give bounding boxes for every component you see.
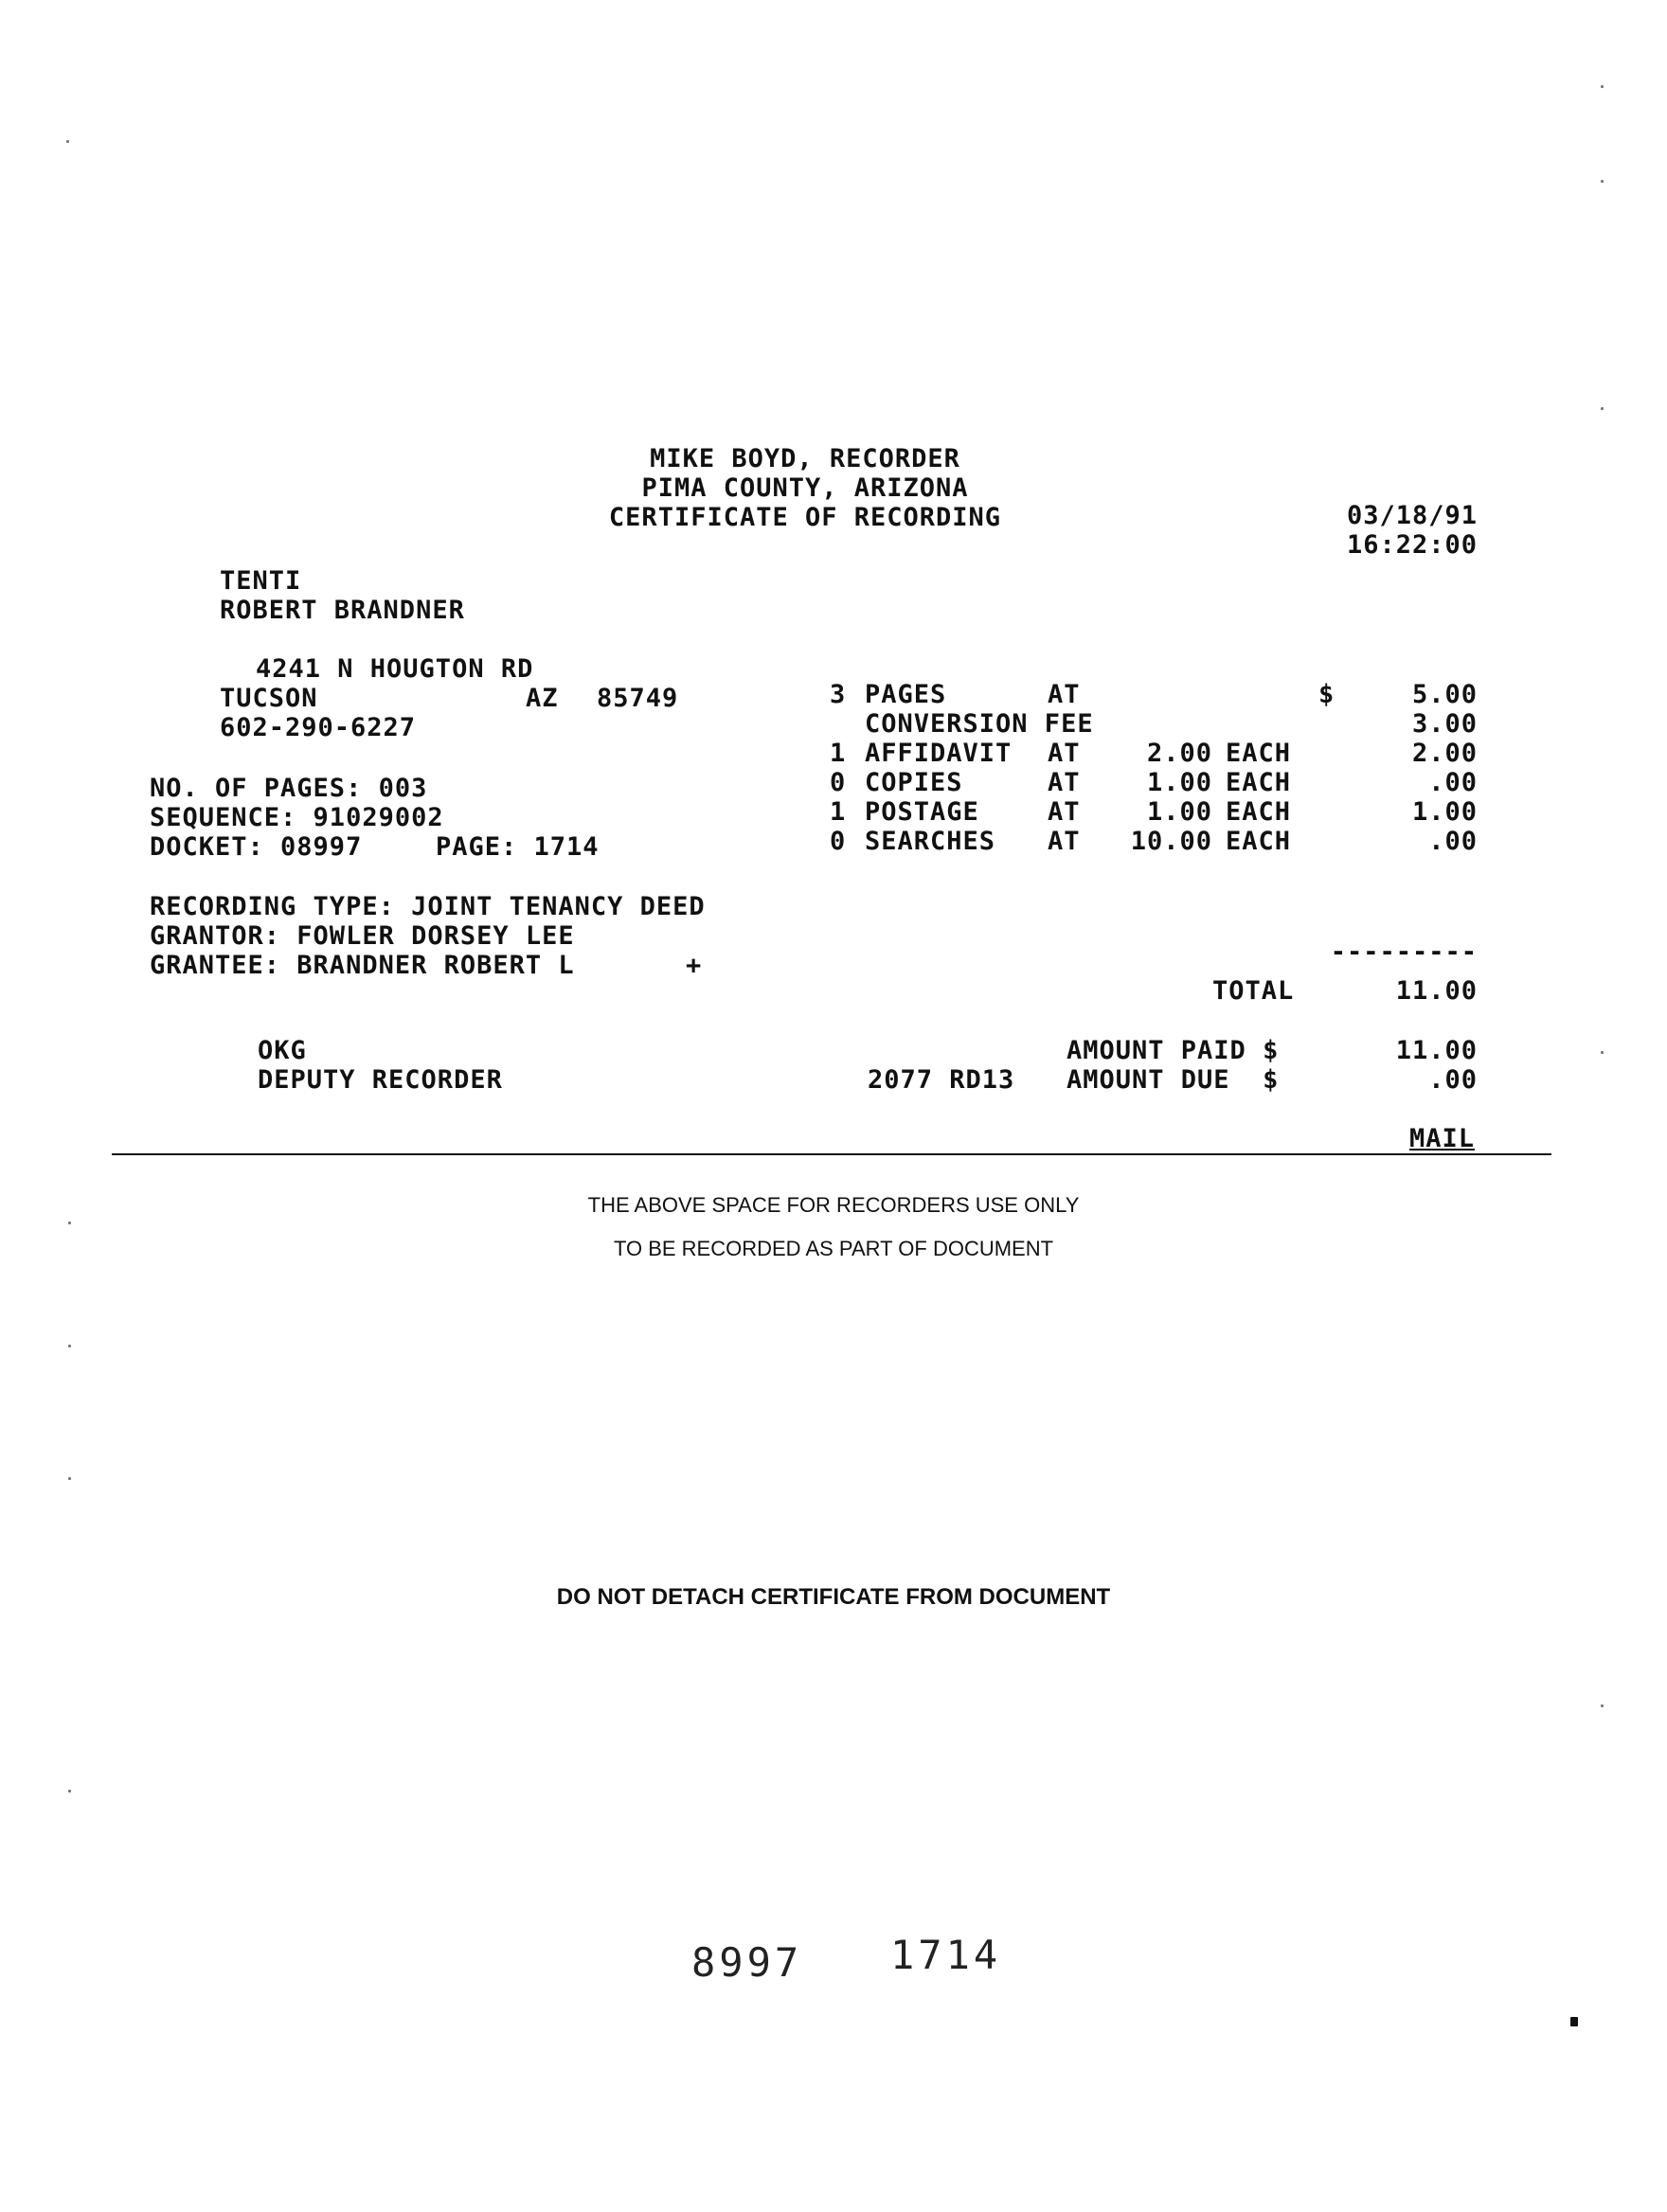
deputy-initials: OKG — [258, 1036, 307, 1065]
fee-amount: .00 — [1428, 827, 1478, 856]
fee-dollar: $ — [1318, 680, 1335, 709]
fee-amount: 1.00 — [1411, 797, 1478, 827]
sequence-number: SEQUENCE: 91029002 — [150, 803, 444, 832]
delivery-method: MAIL — [1409, 1124, 1476, 1153]
fee-amount: 2.00 — [1411, 739, 1478, 768]
amount-paid-label: AMOUNT PAID $ — [1067, 1036, 1280, 1065]
part-of-document-note: TO BE RECORDED AS PART OF DOCUMENT — [613, 1237, 1054, 1260]
scan-speck — [1601, 85, 1604, 88]
fee-rate: 1.00 — [1146, 768, 1212, 797]
total-label: TOTAL — [1212, 976, 1295, 1006]
deputy-title: DEPUTY RECORDER — [258, 1065, 503, 1095]
number-of-pages: NO. OF PAGES: 003 — [150, 774, 428, 803]
fee-item: COPIES — [865, 768, 963, 797]
county-name: PIMA COUNTY, ARIZONA — [641, 473, 969, 503]
scan-speck — [68, 1477, 71, 1480]
fee-at: AT — [1048, 739, 1081, 768]
scan-speck — [68, 1222, 71, 1224]
fee-item: SEARCHES — [865, 827, 996, 856]
addressee-state: AZ — [526, 684, 559, 713]
scan-speck — [66, 140, 69, 143]
fee-each: EACH — [1226, 827, 1292, 856]
fee-qty: 1 — [830, 739, 847, 768]
fee-amount: .00 — [1428, 768, 1478, 797]
fee-amount: 5.00 — [1411, 680, 1478, 709]
page-number: PAGE: 1714 — [436, 832, 600, 862]
fee-item: CONVERSION FEE — [865, 709, 1094, 739]
addressee-name: ROBERT BRANDNER — [220, 596, 465, 625]
recorder-separator-line — [112, 1153, 1551, 1155]
addressee-phone: 602-290-6227 — [220, 713, 417, 742]
amount-due: .00 — [1428, 1065, 1478, 1095]
scan-speck — [68, 1345, 71, 1347]
fee-rate: 2.00 — [1146, 739, 1212, 768]
scan-speck — [1601, 1704, 1604, 1707]
docket-number: DOCKET: 08997 — [150, 832, 363, 862]
detach-warning: DO NOT DETACH CERTIFICATE FROM DOCUMENT — [556, 1584, 1111, 1610]
fee-rate: 1.00 — [1146, 797, 1212, 827]
scan-speck — [1601, 407, 1604, 410]
fee-at: AT — [1048, 768, 1081, 797]
scan-speck — [1570, 2017, 1578, 2026]
fee-each: EACH — [1226, 797, 1292, 827]
fee-at: AT — [1048, 827, 1081, 856]
grantor: GRANTOR: FOWLER DORSEY LEE — [150, 921, 575, 951]
fee-rate: 10.00 — [1130, 827, 1212, 856]
recorder-use-note: THE ABOVE SPACE FOR RECORDERS USE ONLY — [587, 1193, 1080, 1217]
scan-speck — [68, 1790, 71, 1793]
recording-date: 03/18/91 — [1346, 501, 1478, 530]
fee-item: POSTAGE — [865, 797, 979, 827]
recording-type: RECORDING TYPE: JOINT TENANCY DEED — [150, 892, 706, 921]
handwritten-page: 1714 — [890, 1932, 1002, 1978]
certificate-title: CERTIFICATE OF RECORDING — [608, 503, 1002, 532]
addressee-street: 4241 N HOUGTON RD — [256, 654, 534, 684]
amount-paid: 11.00 — [1395, 1036, 1478, 1065]
grantee: GRANTEE: BRANDNER ROBERT L — [150, 951, 575, 980]
fee-item: AFFIDAVIT — [865, 739, 1013, 768]
fee-at: AT — [1048, 680, 1081, 709]
plus-mark: + — [686, 951, 703, 980]
fee-each: EACH — [1226, 739, 1292, 768]
terminal-code: 2077 RD13 — [868, 1065, 1015, 1095]
fee-qty: 0 — [830, 827, 847, 856]
fee-qty: 3 — [830, 680, 847, 709]
scan-speck — [1601, 180, 1604, 183]
scan-speck — [1601, 1051, 1604, 1054]
total-rule: --------- — [1330, 937, 1478, 967]
addressee-zip: 85749 — [597, 684, 679, 713]
recorder-name: MIKE BOYD, RECORDER — [650, 444, 960, 473]
handwritten-docket: 8997 — [691, 1939, 803, 1986]
fee-at: AT — [1048, 797, 1081, 827]
addressee-city: TUCSON — [220, 684, 318, 713]
fee-amount: 3.00 — [1411, 709, 1478, 739]
amount-due-label: AMOUNT DUE $ — [1067, 1065, 1280, 1095]
fee-each: EACH — [1226, 768, 1292, 797]
addressee-code: TENTI — [220, 566, 302, 596]
recording-time: 16:22:00 — [1346, 530, 1478, 560]
fee-qty: 0 — [830, 768, 847, 797]
fee-qty: 1 — [830, 797, 847, 827]
fee-item: PAGES — [865, 680, 947, 709]
total-amount: 11.00 — [1395, 976, 1478, 1006]
